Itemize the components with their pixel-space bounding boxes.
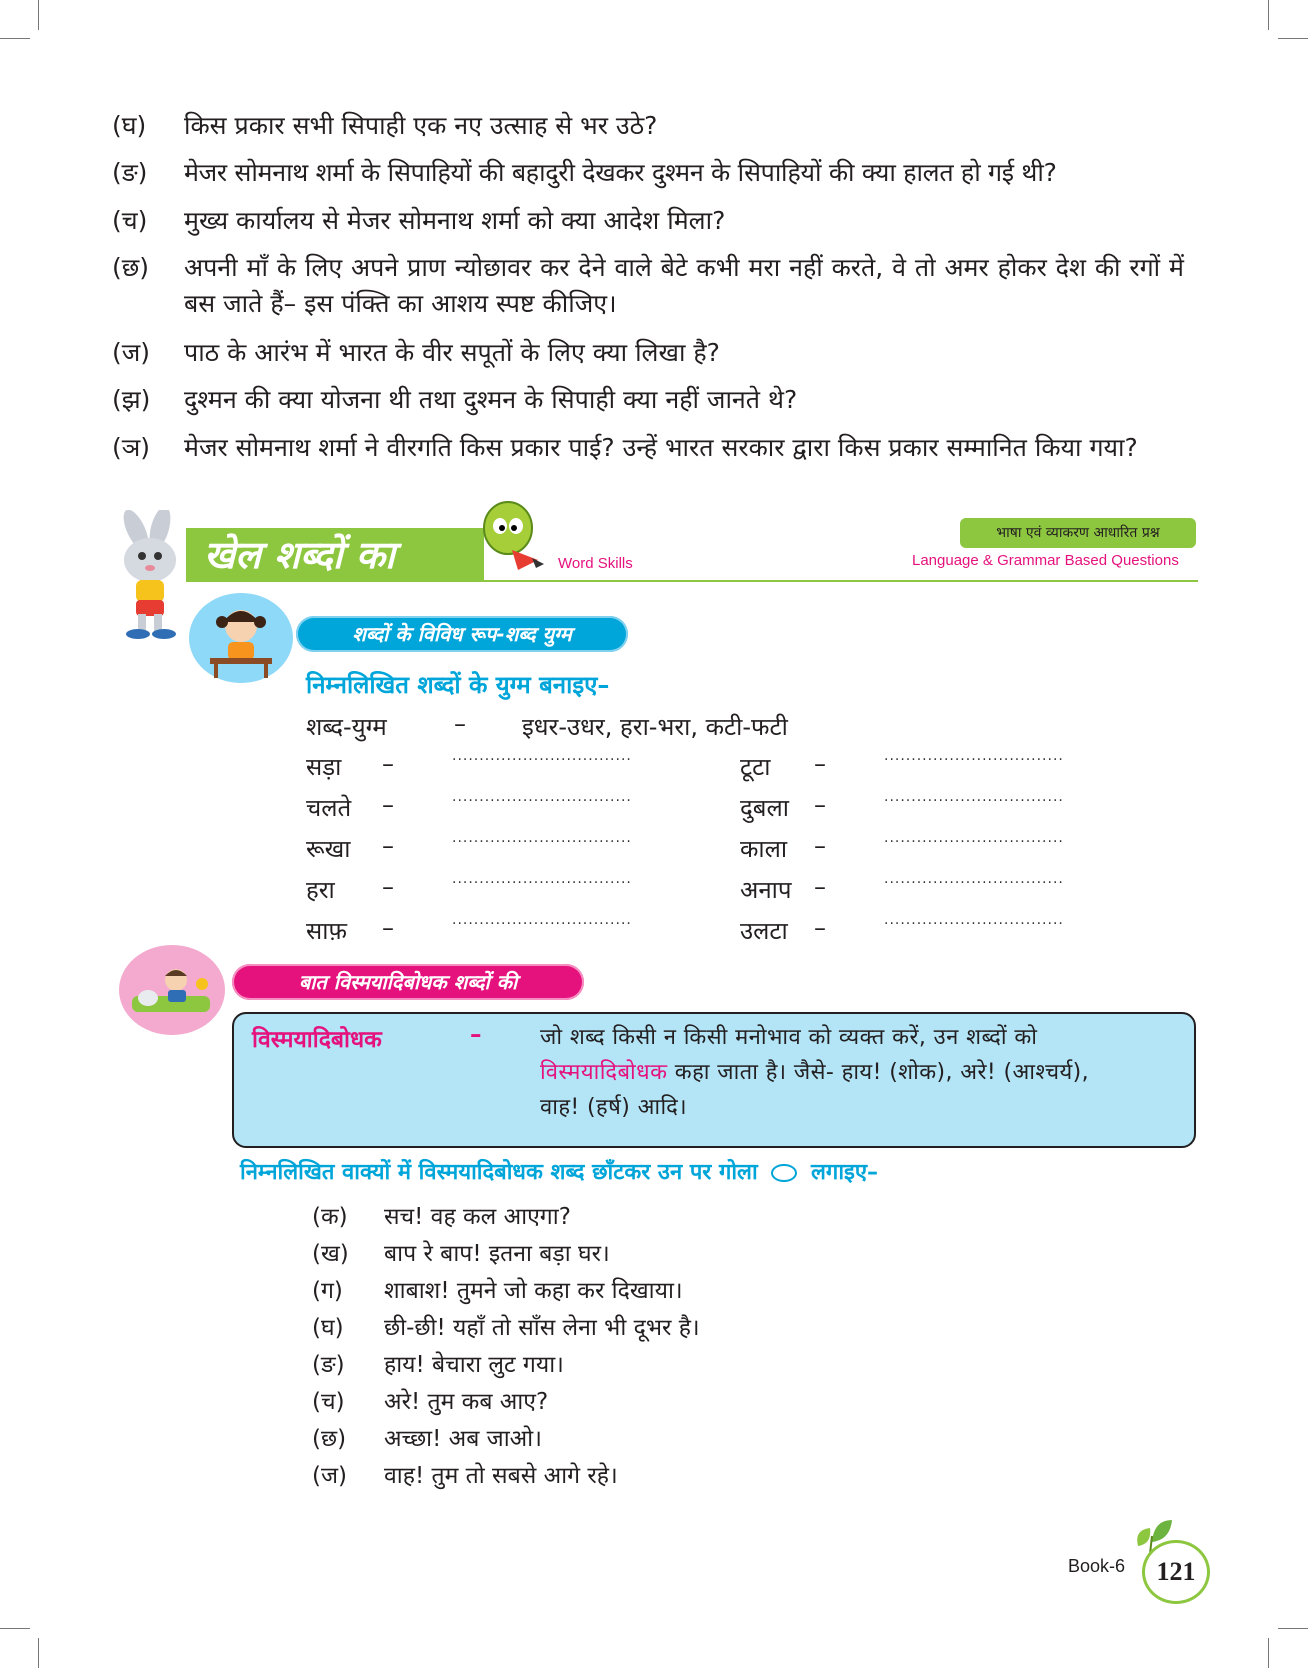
kids-playing-icon	[118, 944, 226, 1036]
pair-word-right: दुबला	[740, 794, 789, 822]
definition-text	[540, 1020, 1110, 1125]
sentence-number: (ग)	[312, 1278, 343, 1304]
example-text: इधर-उधर, हरा-भरा, कटी-फटी	[522, 713, 788, 741]
pair-word-left: साफ़	[306, 917, 347, 945]
pair-dash: –	[382, 914, 394, 942]
crop-mark	[38, 1638, 39, 1668]
crop-mark	[1268, 1638, 1269, 1668]
pair-word-right: अनाप	[740, 876, 792, 904]
pair-word-left: सड़ा	[306, 753, 342, 781]
definition-highlight: विस्मयादिबोधक	[540, 1060, 668, 1085]
rabbit-mascot-icon	[108, 510, 198, 642]
pair-blank: .................................	[884, 748, 1064, 764]
sentence-text: वाह! तुम तो सबसे आगे रहे।	[384, 1463, 618, 1489]
question-number: (छ)	[112, 253, 150, 282]
definition-box	[232, 1012, 1196, 1148]
crop-mark	[0, 38, 30, 39]
question-text: मेजर सोमनाथ शर्मा के सिपाहियों की बहादुरी देखकर दुश्मन के सिपाहियों की क्या हालत हो गई थी?	[184, 158, 1057, 187]
banner-title: खेल शब्दों का	[204, 533, 395, 577]
pair-blank: .................................	[452, 830, 632, 846]
exclamation-sentence	[312, 1385, 548, 1419]
definition-dash: –	[470, 1022, 482, 1048]
pair-dash: –	[814, 750, 826, 778]
sentence-text: बाप रे बाप! इतना बड़ा घर।	[384, 1241, 610, 1267]
question-text: दुश्मन की क्या योजना थी तथा दुश्मन के सिपाही क्या नहीं जानते थे?	[184, 385, 798, 414]
pair-dash: –	[382, 832, 394, 860]
instruction-part-1: निम्नलिखित वाक्यों में विस्मयादिबोधक शब्द छाँटकर उन पर गोला	[240, 1160, 758, 1185]
question-number: (च)	[112, 206, 148, 235]
pair-dash: –	[814, 914, 826, 942]
book-label: Book-6	[1068, 1556, 1126, 1576]
sentence-text: शाबाश! तुमने जो कहा कर दिखाया।	[384, 1278, 683, 1304]
question-text: मेजर सोमनाथ शर्मा ने वीरगति किस प्रकार पाई? उन्हें भारत सरकार द्वारा किस प्रकार सम्मानित किया गया?	[184, 433, 1138, 462]
exclamation-sentence	[312, 1237, 610, 1271]
sentence-number: (च)	[312, 1389, 345, 1415]
pair-dash: –	[382, 750, 394, 778]
sentence-text: अच्छा! अब जाओ।	[384, 1426, 542, 1452]
sentence-text: अरे! तुम कब आए?	[384, 1389, 549, 1415]
section-heading-band	[232, 964, 584, 1000]
pair-word-left: चलते	[306, 794, 352, 822]
crop-mark	[0, 1628, 30, 1629]
definition-part-2: कहा जाता है। जैसे- हाय! (शोक), अरे! (आश्चर्य), वाह! (हर्ष) आदि।	[540, 1060, 1090, 1120]
question-text: अपनी माँ के लिए अपने प्राण न्योछावर कर देने वाले बेटे कभी मरा नहीं करते, वे तो अमर होकर देश की रगों में बस जाते हैं– इस पंक्ति का आशय स्पष्ट कीजिए।	[184, 253, 1184, 318]
question-text: मुख्य कार्यालय से मेजर सोमनाथ शर्मा को क्या आदेश मिला?	[184, 206, 726, 235]
page-number-circle	[1142, 1540, 1210, 1604]
question-number: (घ)	[112, 111, 147, 140]
grammar-tag-hindi: भाषा एवं व्याकरण आधारित प्रश्न	[996, 525, 1160, 541]
pair-word-right: काला	[740, 835, 788, 863]
pair-blank: .................................	[884, 830, 1064, 846]
circle-symbol-icon	[771, 1164, 797, 1182]
question-number: (ञ)	[112, 433, 151, 462]
exclamation-instruction	[240, 1156, 878, 1186]
section-heading-band	[296, 616, 628, 652]
pair-blank: .................................	[452, 748, 632, 764]
pair-word-left: रूखा	[306, 835, 351, 863]
pair-word-left: हरा	[306, 876, 335, 904]
sentence-number: (ङ)	[312, 1352, 345, 1378]
pencil-mascot-icon	[478, 498, 548, 574]
pair-blank: .................................	[452, 871, 632, 887]
pair-dash: –	[382, 873, 394, 901]
example-dash: –	[454, 710, 466, 738]
pair-dash: –	[814, 832, 826, 860]
sentence-number: (घ)	[312, 1315, 344, 1341]
section-heading: बात विस्मयादिबोधक शब्दों की	[298, 970, 518, 994]
exclamation-sentence	[312, 1459, 618, 1493]
pair-blank: .................................	[884, 912, 1064, 928]
banner-subtitle: Word Skills	[558, 555, 633, 572]
pair-dash: –	[382, 791, 394, 819]
sentence-number: (क)	[312, 1204, 348, 1230]
girl-writing-icon	[188, 592, 294, 684]
crop-mark	[1268, 0, 1269, 30]
pair-blank: .................................	[884, 789, 1064, 805]
crop-mark	[1278, 1628, 1308, 1629]
grammar-tag-box	[960, 518, 1196, 548]
sentence-text: हाय! बेचारा लुट गया।	[384, 1352, 564, 1378]
instruction-part-2: लगाइए–	[811, 1160, 878, 1185]
pair-word-right: उलटा	[740, 917, 788, 945]
crop-mark	[38, 0, 39, 30]
sentence-number: (ख)	[312, 1241, 349, 1267]
exclamation-sentence	[312, 1348, 564, 1382]
pair-blank: .................................	[884, 871, 1064, 887]
sentence-number: (छ)	[312, 1426, 347, 1452]
pair-blank: .................................	[452, 912, 632, 928]
banner-underline	[484, 580, 1198, 582]
exclamation-sentence	[312, 1274, 683, 1308]
sentence-number: (ज)	[312, 1463, 348, 1489]
example-label: शब्द-युग्म	[306, 713, 387, 741]
pair-dash: –	[814, 791, 826, 819]
exclamation-sentence	[312, 1422, 542, 1456]
exclamation-sentence	[312, 1311, 700, 1345]
sentence-text: छी-छी! यहाँ तो साँस लेना भी दूभर है।	[384, 1315, 700, 1341]
question-text: किस प्रकार सभी सिपाही एक नए उत्साह से भर उठे?	[184, 111, 658, 140]
question-text: पाठ के आरंभ में भारत के वीर सपूतों के लिए क्या लिखा है?	[184, 338, 720, 367]
definition-term: विस्मयादिबोधक	[252, 1027, 382, 1053]
question-number: (झ)	[112, 385, 151, 414]
crop-mark	[1278, 38, 1308, 39]
exclamation-sentence	[312, 1200, 571, 1234]
question-number: (ङ)	[112, 158, 148, 187]
page-number: 121	[1156, 1557, 1196, 1586]
pair-word-right: टूटा	[740, 753, 771, 781]
pair-blank: .................................	[452, 789, 632, 805]
pair-instruction: निम्नलिखित शब्दों के युग्म बनाइए–	[306, 671, 610, 699]
grammar-tag-english: Language & Grammar Based Questions	[912, 552, 1179, 569]
pair-dash: –	[814, 873, 826, 901]
question-number: (ज)	[112, 338, 151, 367]
sentence-text: सच! वह कल आएगा?	[384, 1204, 571, 1230]
definition-part-1: जो शब्द किसी न किसी मनोभाव को व्यक्त करें, उन शब्दों को	[540, 1025, 1038, 1050]
section-heading: शब्दों के विविध रूप-शब्द युग्म	[352, 622, 572, 646]
